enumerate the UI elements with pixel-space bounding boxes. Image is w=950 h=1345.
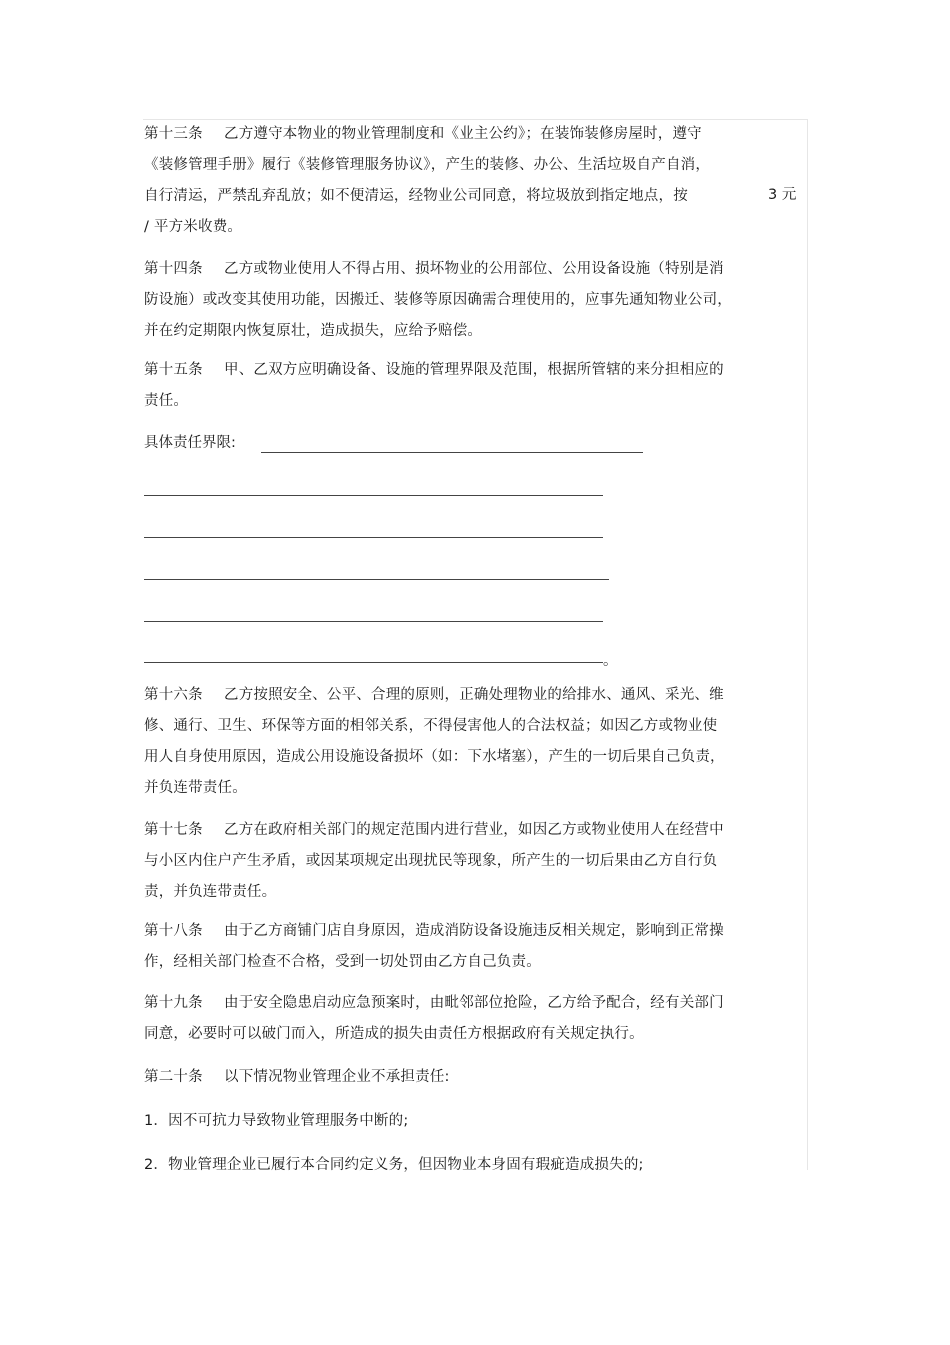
- article-13-line-4: / 平方米收费。: [144, 219, 243, 235]
- article-13-line-3: 自行清运，严禁乱弃乱放；如不便清运，经物业公司同意，将垃圾放到指定地点，按: [144, 188, 688, 204]
- article-14-line-2: 防设施）或改变其使用功能，因搬迁、装修等原因确需合理使用的，应事先通知物业公司，: [144, 292, 732, 308]
- article-18-line-2: 作，经相关部门检查不合格，受到一切处罚由乙方自己负责。: [144, 954, 541, 970]
- article-18: [144, 916, 734, 978]
- article-15-number: 第十五条: [144, 362, 203, 378]
- article-16-number: 第十六条: [144, 687, 203, 703]
- article-19-line-1: 由于安全隐患启动应急预案时，由毗邻部位抢险，乙方给予配合，经有关部门: [224, 995, 724, 1011]
- article-14: [144, 254, 734, 347]
- article-13: [144, 119, 734, 243]
- article-20-number: 第二十条: [144, 1069, 203, 1085]
- responsibility-label: 具体责任界限:: [144, 435, 236, 451]
- article-15-line-1: 甲、乙双方应明确设备、设施的管理界限及范围，根据所管辖的来分担相应的: [224, 362, 724, 378]
- article-16: [144, 680, 734, 804]
- blank-line-6[interactable]: [144, 662, 603, 663]
- article-14-line-1: 乙方或物业使用人不得占用、损坏物业的公用部位、公用设备设施（特别是消: [224, 261, 724, 277]
- article-17-line-2: 与小区内住户产生矛盾，或因某项规定出现扰民等现象，所产生的一切后果由乙方自行负: [144, 853, 718, 869]
- blank-line-5[interactable]: [144, 621, 603, 622]
- article-14-line-3: 并在约定期限内恢复原壮，造成损失，应给予赔偿。: [144, 323, 483, 339]
- article-17-line-1: 乙方在政府相关部门的规定范围内进行营业，如因乙方或物业使用人在经营中: [224, 822, 724, 838]
- article-19: [144, 988, 734, 1050]
- article-18-line-1: 由于乙方商铺门店自身原因，造成消防设备设施违反相关规定，影响到正常操: [224, 923, 724, 939]
- fee-amount: 3 元: [768, 187, 797, 203]
- article-16-line-4: 并负连带责任。: [144, 780, 247, 796]
- article-20-line-1: 以下情况物业管理企业不承担责任:: [224, 1069, 450, 1085]
- article-17-line-3: 责，并负连带责任。: [144, 884, 277, 900]
- article-17-number: 第十七条: [144, 822, 203, 838]
- article-18-number: 第十八条: [144, 923, 203, 939]
- article-15: [144, 355, 734, 417]
- article-14-number: 第十四条: [144, 261, 203, 277]
- blank-line-2[interactable]: [144, 495, 603, 496]
- article-13-line-1: 乙方遵守本物业的物业管理制度和《业主公约》；在装饰装修房屋时，遵守: [224, 126, 702, 142]
- article-19-line-2: 同意，必要时可以破门而入，所造成的损失由责任方根据政府有关规定执行。: [144, 1026, 644, 1042]
- article-16-line-2: 修、通行、卫生、环保等方面的相邻关系，不得侵害他人的合法权益；如因乙方或物业使: [144, 718, 718, 734]
- article-16-line-3: 用人自身使用原因，造成公用设施设备损坏（如：下水堵塞），产生的一切后果自己负责，: [144, 749, 725, 765]
- list-item-1: 1．因不可抗力导致物业管理服务中断的;: [144, 1113, 409, 1129]
- end-period: 。: [603, 653, 618, 669]
- list-item-2: 2．物业管理企业已履行本合同约定义务，但因物业本身固有瑕疵造成损失的;: [144, 1157, 644, 1173]
- article-17: [144, 815, 734, 908]
- article-13-line-2: 《装修管理手册》履行《装修管理服务协议》，产生的装修、办公、生活垃圾自产自消，: [144, 157, 711, 173]
- article-20: [144, 1062, 734, 1093]
- blank-line-4[interactable]: [144, 579, 609, 580]
- blank-line-3[interactable]: [144, 537, 603, 538]
- article-16-line-1: 乙方按照安全、公平、合理的原则，正确处理物业的给排水、通风、采光、维: [224, 687, 724, 703]
- article-15-line-2: 责任。: [144, 393, 189, 409]
- blank-line-1[interactable]: [261, 452, 643, 453]
- article-13-number: 第十三条: [144, 126, 203, 142]
- article-19-number: 第十九条: [144, 995, 203, 1011]
